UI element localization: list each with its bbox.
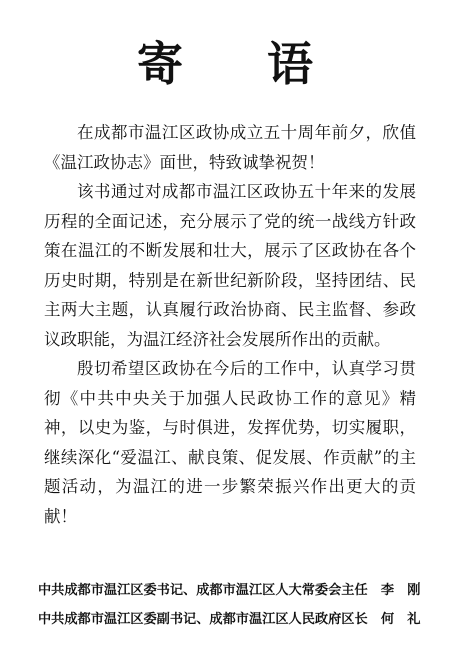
signature-block [38, 576, 438, 634]
paragraph-hope: 殷切希望区政协在今后的工作中，认真学习贯彻《中共中央关于加强人民政协工作的意见》精神，以史为鉴，与时俱进，发挥优势，切实履职，继续深化“爱温江、献良策、促发展、作贡献”的主题活动，为温江的进一步繁荣振兴作出更大的贡献！ [44, 359, 416, 526]
message-body [44, 118, 416, 531]
paragraph-summary: 该书通过对成都市温江区政协五十年来的发展历程的全面记述，充分展示了党的统一战线方针政策在温江的不断发展和壮大，展示了区政协在各个历史时期，特别是在新世纪新阶段，坚持团结、民主两大主题，认真履行政治协商、民主监督、参政议政职能，为温江经济社会发展所作出的贡献。 [44, 182, 416, 349]
page-title: 寄 语 [136, 37, 347, 91]
paragraph-greeting: 在成都市温江区政协成立五十周年前夕，欣值《温江政协志》面世，特致诚挚祝贺！ [44, 123, 416, 172]
signature-line: 中共成都市温江区委副书记、成都市温江区人民政府区长 何 礼 [38, 612, 421, 627]
signature-line: 中共成都市温江区委书记、成都市温江区人大常委会主任 李 刚 [38, 583, 421, 598]
